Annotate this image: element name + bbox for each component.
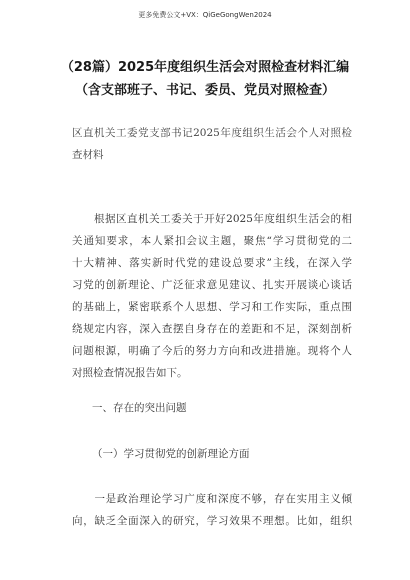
paragraph-line: 根据区直机关工委关于开好2025年度组织生活会的相 [72, 213, 352, 225]
paragraph-line: 的基础上，紧密联系个人思想、学习和工作实际，重点围 [72, 301, 352, 313]
header-note: 更多免费公文+VX：QiGeGongWen2024 [138, 11, 272, 19]
document-subtitle [72, 122, 352, 166]
section-heading: 一、存在的突出问题 [92, 402, 187, 414]
paragraph-line: 关通知要求，本人紧扣会议主题，聚焦“学习贯彻党的二 [72, 235, 352, 247]
paragraph-line: 向，缺乏全面深入的研究，学习效果不理想。比如，组织 [72, 515, 352, 527]
paragraph-line: 习党的创新理论、广泛征求意见建议、扎实开展谈心谈话 [72, 279, 352, 291]
subsection-heading: （一）学习贯彻党的创新理论方面 [92, 448, 250, 460]
paragraph-line: 十大精神、落实新时代党的建设总要求”主线，在深入学 [72, 257, 352, 269]
intro-paragraph [72, 208, 352, 384]
paragraph-line: 绕规定内容，深入查摆自身存在的差距和不足，深刻剖析 [72, 323, 352, 335]
paragraph-line: 对照检查情况报告如下。 [72, 367, 188, 379]
document-title-line-1: （28篇）2025年度组织生活会对照检查材料汇编 [60, 60, 350, 75]
document-title-line-2: （含支部班子、书记、委员、党员对照检查） [74, 83, 335, 98]
subtitle-line: 区直机关工委党支部书记2025年度组织生活会个人对照检 [72, 127, 352, 139]
subtitle-line: 查材料 [72, 149, 104, 161]
section-paragraph [72, 488, 352, 532]
paragraph-line: 一是政治理论学习广度和深度不够，存在实用主义倾 [72, 493, 352, 505]
paragraph-line: 问题根源，明确了今后的努力方向和改进措施。现将个人 [72, 345, 352, 357]
